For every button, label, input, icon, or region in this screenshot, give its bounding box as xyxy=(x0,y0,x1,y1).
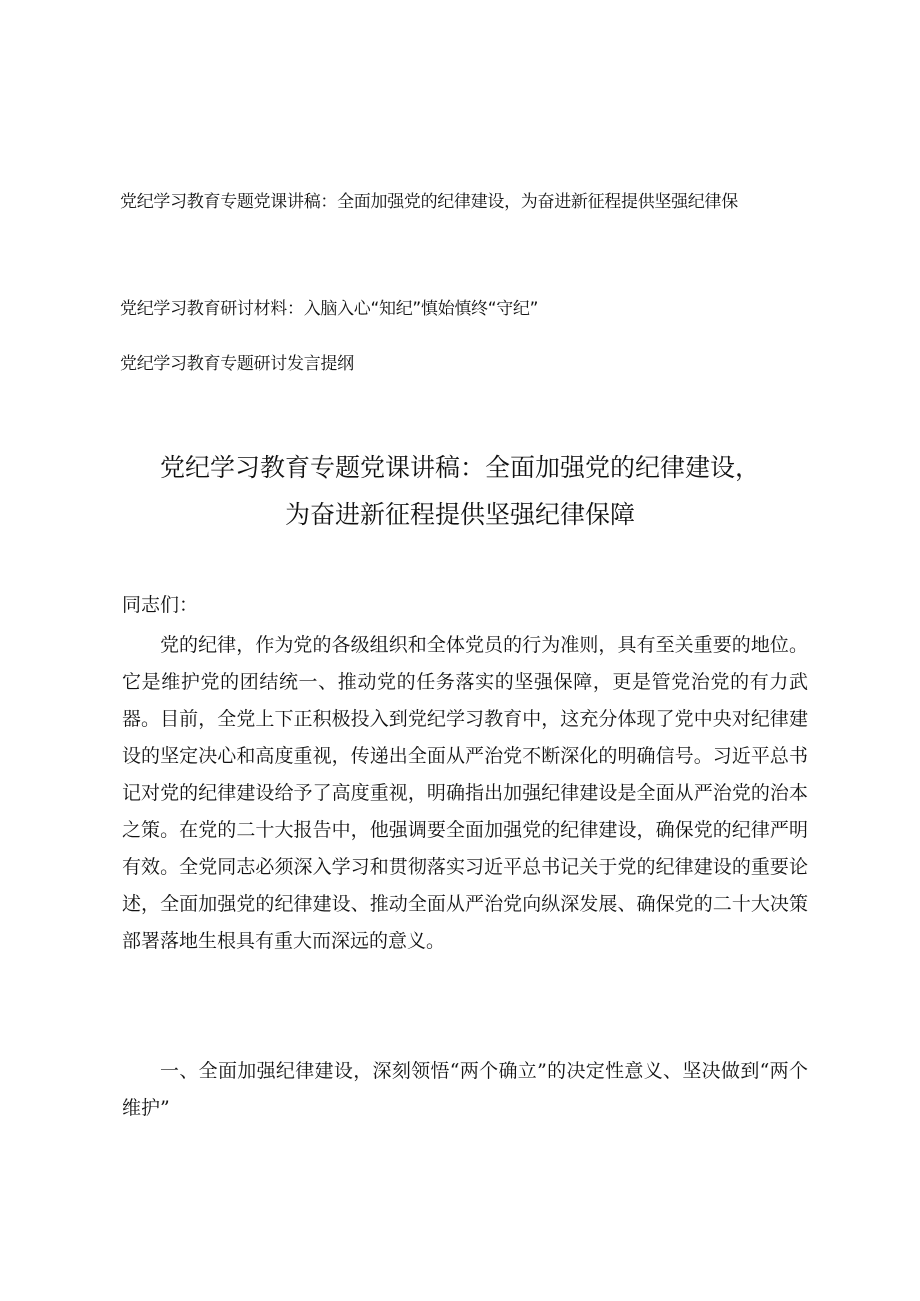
body-paragraph-1: 党的纪律，作为党的各级组织和全体党员的行为准则，具有至关重要的地位。它是维护党的团结统一、推动党的任务落实的坚强保障，更是管党治党的有力武器。目前，全党上下正积极投入到党纪学习教育中，这充分体现了党中央对纪律建设的坚定决心和高度重视，传递出全面从严治党不断深化的明确信号。习近平总书记对党的纪律建设给予了高度重视，明确指出加强纪律建设是全面从严治党的治本之策。在党的二十大报告中，他强调要全面加强党的纪律建设，确保党的纪律严明有效。全党同志必须深入学习和贯彻落实习近平总书记关于党的纪律建设的重要论述，全面加强党的纪律建设、推动全面从严治党向纵深发展、确保党的二十大决策部署落地生根具有重大而深远的意义。 xyxy=(122,634,808,952)
toc-item-1: 党纪学习教育专题党课讲稿：全面加强党的纪律建设，为奋进新征程提供坚强纪律保 xyxy=(120,192,738,212)
article-title-line-2: 为奋进新征程提供坚强纪律保障 xyxy=(284,500,635,529)
toc-item-2: 党纪学习教育研讨材料：入脑入心“知纪”慎始慎终“守纪” xyxy=(120,299,539,319)
greeting: 同志们： xyxy=(122,594,199,616)
toc-item-3: 党纪学习教育专题研讨发言提纲 xyxy=(120,354,354,374)
section-heading-1: 一、全面加强纪律建设，深刻领悟“两个确立”的决定性意义、坚决做到“两个维护” xyxy=(122,1060,808,1119)
article-title-line-1: 党纪学习教育专题党课讲稿：全面加强党的纪律建设， xyxy=(159,453,760,482)
article-title xyxy=(100,444,820,538)
